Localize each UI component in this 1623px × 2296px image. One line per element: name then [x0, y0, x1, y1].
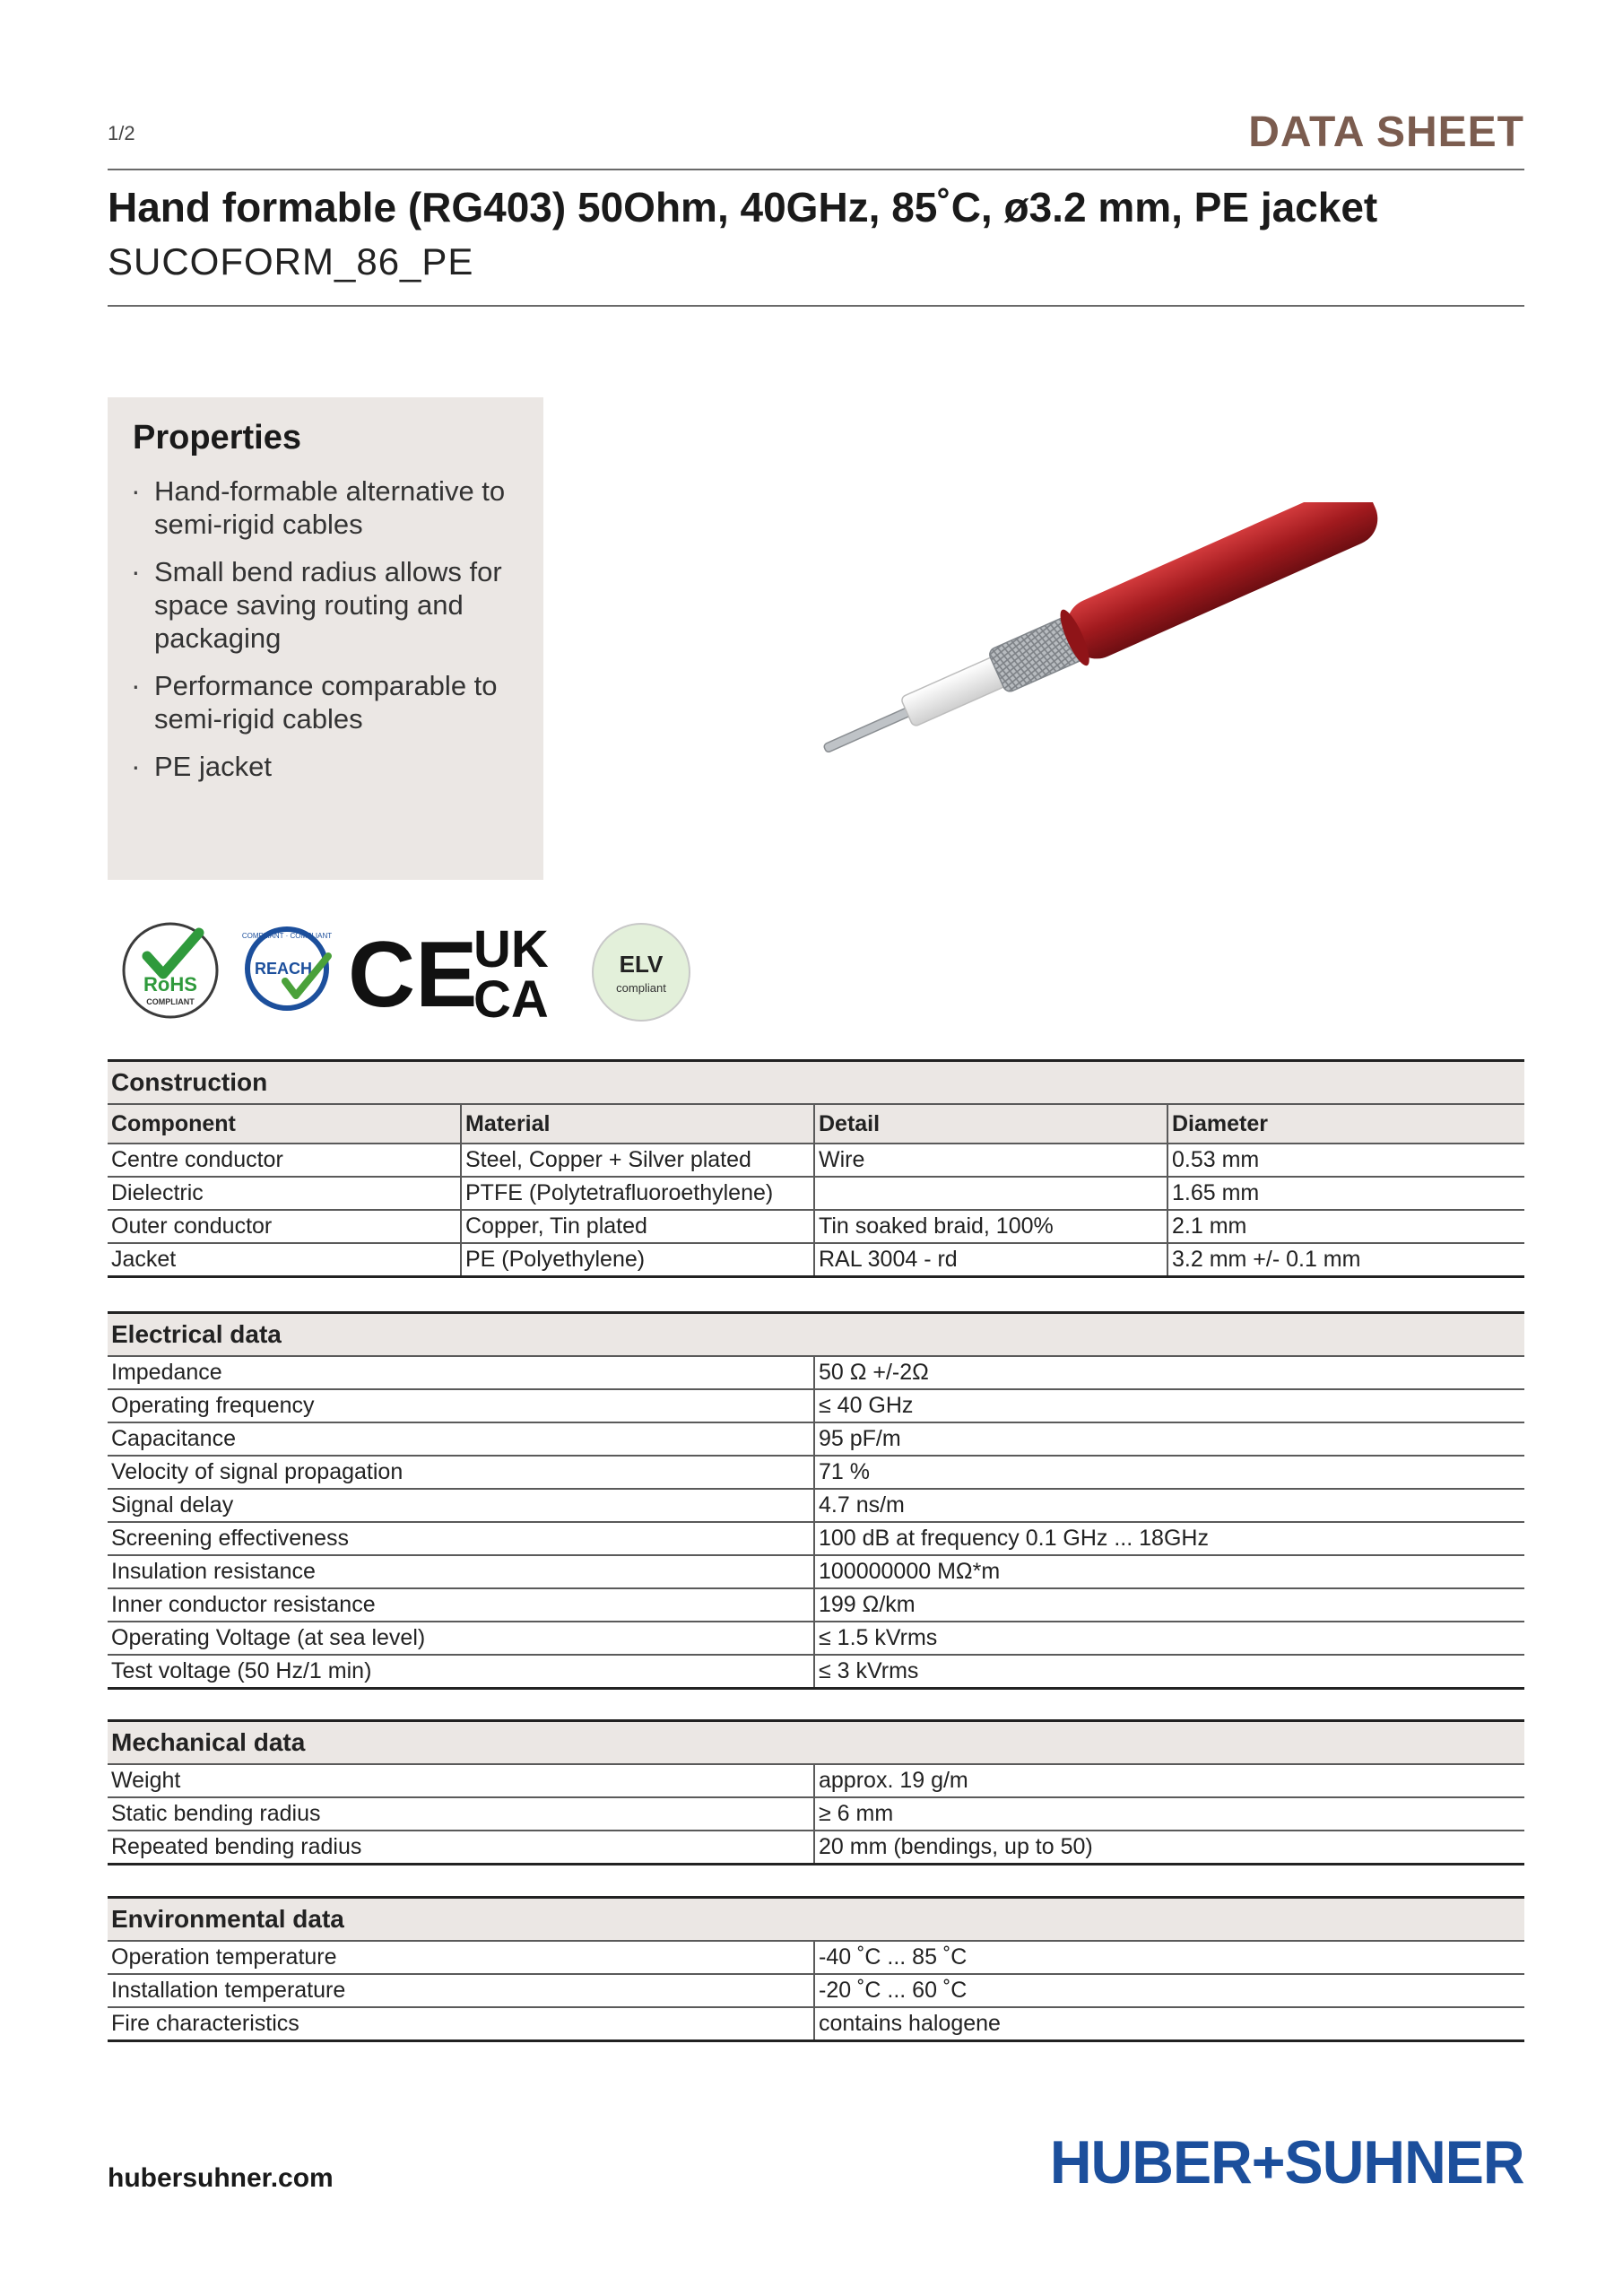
table-cell: Signal delay	[108, 1489, 814, 1522]
elv-badge	[593, 924, 690, 1021]
table-cell: Jacket	[108, 1243, 461, 1277]
table-row	[108, 1588, 1524, 1622]
table-cell: Capacitance	[108, 1422, 814, 1456]
section-title: Mechanical data	[108, 1721, 1524, 1765]
page-number: 1/2	[108, 122, 135, 144]
cable-image	[807, 502, 1417, 771]
table-cell: 3.2 mm +/- 0.1 mm	[1167, 1243, 1524, 1277]
svg-text:COMPLIANT: COMPLIANT	[146, 997, 195, 1006]
table-cell: 2.1 mm	[1167, 1210, 1524, 1243]
svg-text:REACH: REACH	[254, 960, 313, 978]
table-row	[108, 1456, 1524, 1489]
property-item: · Small bend radius allows for space saving routing and packaging	[131, 555, 525, 655]
centre-conductor	[823, 705, 917, 753]
svg-text:COMPLIANT · COMPLIANT: COMPLIANT · COMPLIANT	[241, 932, 333, 940]
table-row	[108, 1422, 1524, 1456]
svg-text:CE: CE	[348, 923, 478, 1024]
page-title: Hand formable (RG403) 50Ohm, 40GHz, 85˚C, ø3.2 mm, PE jacket	[108, 184, 1378, 230]
table-row	[108, 1831, 1524, 1865]
ukca-mark	[473, 920, 549, 1024]
table-cell: ≤ 3 kVrms	[814, 1655, 1524, 1689]
table-cell: 0.53 mm	[1167, 1144, 1524, 1177]
table-cell: Operating frequency	[108, 1389, 814, 1422]
cable-jacket	[1058, 502, 1386, 667]
table-cell: Wire	[814, 1144, 1167, 1177]
table-cell: RAL 3004 - rd	[814, 1243, 1167, 1277]
table-cell: 50 Ω +/-2Ω	[814, 1356, 1524, 1389]
title-divider	[108, 305, 1524, 307]
table-cell: contains halogene	[814, 2007, 1524, 2041]
table-cell: PTFE (Polytetrafluoroethylene)	[461, 1177, 814, 1210]
table-cell: Outer conductor	[108, 1210, 461, 1243]
svg-text:ELV: ELV	[619, 951, 664, 978]
properties-panel	[108, 397, 543, 880]
table-cell: Centre conductor	[108, 1144, 461, 1177]
table-cell: Operating Voltage (at sea level)	[108, 1622, 814, 1655]
table-row	[108, 1389, 1524, 1422]
table-row	[108, 1210, 1524, 1243]
property-item: · Hand-formable alternative to semi-rigid cables	[131, 474, 525, 541]
property-item: · PE jacket	[131, 750, 525, 783]
company-logo: HUBER+SUHNER	[1050, 2128, 1524, 2196]
table-cell: Steel, Copper + Silver plated	[461, 1144, 814, 1177]
table-cell	[814, 1177, 1167, 1210]
section-title: Construction	[108, 1061, 1524, 1105]
table-cell: Screening effectiveness	[108, 1522, 814, 1555]
table-cell: 100 dB at frequency 0.1 GHz ... 18GHz	[814, 1522, 1524, 1555]
table-cell: 95 pF/m	[814, 1422, 1524, 1456]
table-cell: 100000000 MΩ*m	[814, 1555, 1524, 1588]
svg-text:compliant: compliant	[616, 981, 666, 995]
table-cell: Operation temperature	[108, 1941, 814, 1974]
electrical-data-table	[108, 1311, 1524, 1690]
table-cell: Insulation resistance	[108, 1555, 814, 1588]
column-header: Diameter	[1167, 1104, 1524, 1144]
table-cell: PE (Polyethylene)	[461, 1243, 814, 1277]
compliance-badges	[117, 917, 708, 1024]
table-cell: Inner conductor resistance	[108, 1588, 814, 1622]
column-header: Component	[108, 1104, 461, 1144]
svg-text:CA: CA	[473, 970, 549, 1024]
table-cell: Repeated bending radius	[108, 1831, 814, 1865]
table-row	[108, 1489, 1524, 1522]
table-row	[108, 1177, 1524, 1210]
properties-list	[131, 474, 525, 797]
table-row	[108, 1356, 1524, 1389]
environmental-data-table	[108, 1896, 1524, 2042]
table-row	[108, 1622, 1524, 1655]
table-row	[108, 1655, 1524, 1689]
header-divider	[108, 169, 1524, 170]
table-row	[108, 1941, 1524, 1974]
table-row	[108, 1797, 1524, 1831]
table-cell: 199 Ω/km	[814, 1588, 1524, 1622]
table-cell: ≤ 40 GHz	[814, 1389, 1524, 1422]
reach-badge	[242, 929, 332, 1008]
table-cell: Fire characteristics	[108, 2007, 814, 2041]
column-header: Detail	[814, 1104, 1167, 1144]
table-cell: Weight	[108, 1764, 814, 1797]
table-row	[108, 1555, 1524, 1588]
properties-title: Properties	[133, 419, 301, 457]
table-cell: approx. 19 g/m	[814, 1764, 1524, 1797]
rohs-badge	[124, 924, 217, 1017]
table-cell: 4.7 ns/m	[814, 1489, 1524, 1522]
table-cell: 71 %	[814, 1456, 1524, 1489]
table-cell: Test voltage (50 Hz/1 min)	[108, 1655, 814, 1689]
section-title: Environmental data	[108, 1898, 1524, 1942]
property-item: · Performance comparable to semi-rigid cables	[131, 669, 525, 735]
svg-text:UK: UK	[473, 920, 549, 978]
construction-table	[108, 1059, 1524, 1278]
table-row	[108, 1764, 1524, 1797]
table-cell: Copper, Tin plated	[461, 1210, 814, 1243]
table-cell: 1.65 mm	[1167, 1177, 1524, 1210]
table-row	[108, 1144, 1524, 1177]
document-type-label: DATA SHEET	[1248, 109, 1524, 156]
product-code: SUCOFORM_86_PE	[108, 240, 474, 283]
table-row	[108, 1243, 1524, 1277]
table-cell: ≤ 1.5 kVrms	[814, 1622, 1524, 1655]
mechanical-data-table	[108, 1719, 1524, 1866]
svg-text:RoHS: RoHS	[143, 973, 197, 996]
table-cell: Velocity of signal propagation	[108, 1456, 814, 1489]
table-cell: 20 mm (bendings, up to 50)	[814, 1831, 1524, 1865]
ce-mark	[348, 923, 477, 1024]
table-cell: Tin soaked braid, 100%	[814, 1210, 1167, 1243]
table-cell: Installation temperature	[108, 1974, 814, 2007]
table-cell: ≥ 6 mm	[814, 1797, 1524, 1831]
column-header: Material	[461, 1104, 814, 1144]
table-row	[108, 1522, 1524, 1555]
table-cell: Static bending radius	[108, 1797, 814, 1831]
table-cell: -20 ˚C ... 60 ˚C	[814, 1974, 1524, 2007]
table-row	[108, 1974, 1524, 2007]
table-row	[108, 2007, 1524, 2041]
section-title: Electrical data	[108, 1313, 1524, 1357]
website-link[interactable]: hubersuhner.com	[108, 2163, 334, 2193]
table-cell: -40 ˚C ... 85 ˚C	[814, 1941, 1524, 1974]
table-cell: Dielectric	[108, 1177, 461, 1210]
table-cell: Impedance	[108, 1356, 814, 1389]
